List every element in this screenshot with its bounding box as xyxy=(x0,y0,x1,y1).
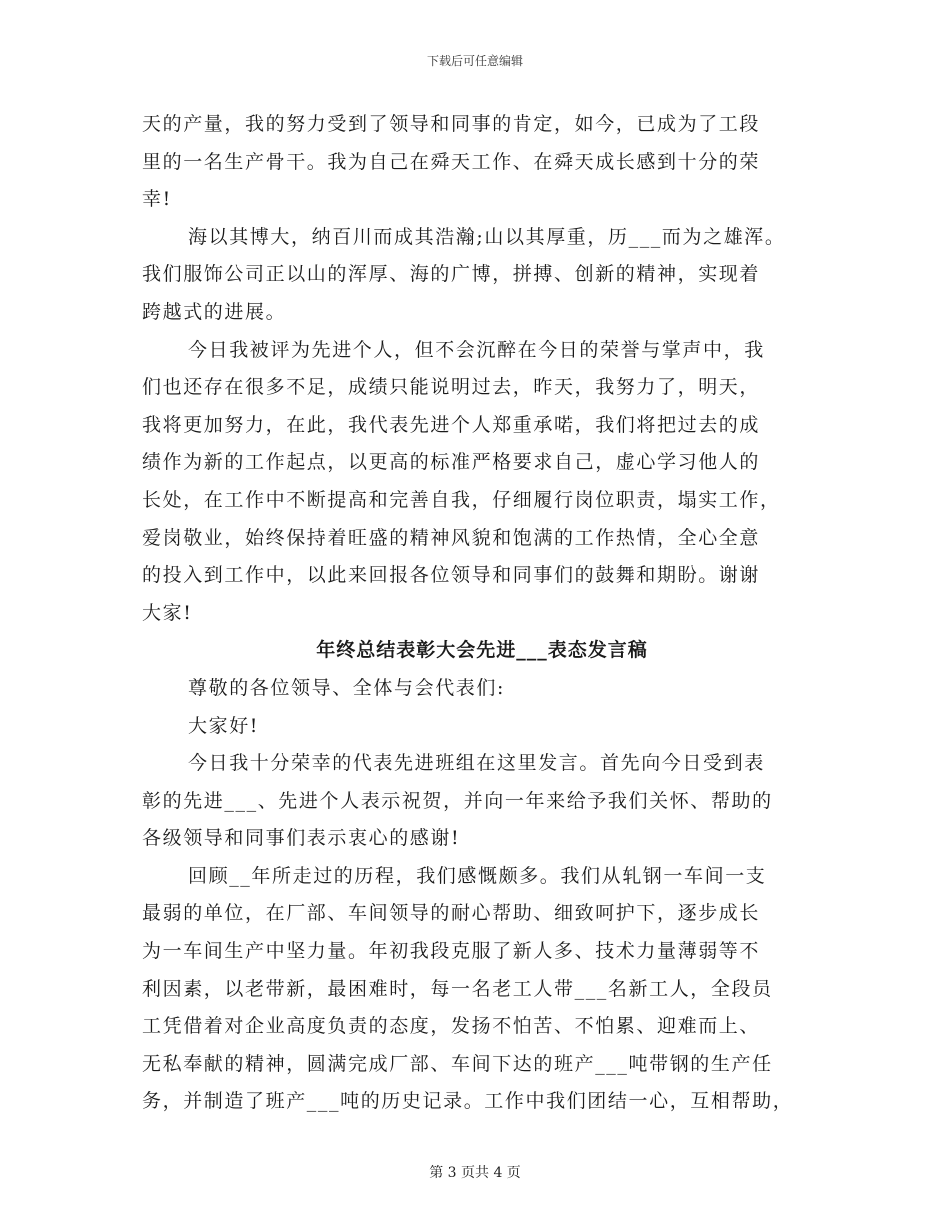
body-line-18: 今日我十分荣幸的代表先进班组在这里发言。首先向今日受到表 xyxy=(188,752,765,775)
document-body xyxy=(142,106,822,1121)
body-line-13: 的投入到工作中，以此来回报各位领导和同事们的鼓舞和期盼。谢谢 xyxy=(142,564,761,587)
body-line-22: 最弱的单位，在厂部、车间领导的耐心帮助、细致呵护下，逐步成长 xyxy=(142,902,761,925)
body-line-19: 彰的先进___、先进个人表示祝贺，并向一年来给予我们关怀、帮助的 xyxy=(142,789,773,812)
body-line-23: 为一车间生产中坚力量。年初我段克服了新人多、技术力量薄弱等不 xyxy=(142,940,761,963)
body-line-10: 绩作为新的工作起点，以更高的标准严格要求自己，虚心学习他人的 xyxy=(142,451,761,474)
body-line-9: 我将更加努力，在此，我代表先进个人郑重承喏，我们将把过去的成 xyxy=(142,413,761,436)
body-line-4: 海以其博大，纳百川而成其浩瀚;山以其厚重，历___而为之雄浑。 xyxy=(188,225,786,248)
body-line-16: 尊敬的各位领导、全体与会代表们: xyxy=(188,676,506,699)
body-line-12: 爱岗敬业，始终保持着旺盛的精神风貌和饱满的工作热情，全心全意 xyxy=(142,526,761,549)
body-line-27: 务，并制造了班产___吨的历史记录。工作中我们团结一心，互相帮助， xyxy=(142,1090,794,1113)
section-title: 年终总结表彰大会先进___表态发言稿 xyxy=(316,639,648,662)
body-line-21: 回顾__年所走过的历程，我们感慨颇多。我们从轧钢一车间一支 xyxy=(188,864,767,887)
body-line-2: 里的一名生产骨干。我为自己在舜天工作、在舜天成长感到十分的荣 xyxy=(142,150,761,173)
body-line-26: 无私奉献的精神，圆满完成厂部、车间下达的班产___吨带钢的生产任 xyxy=(142,1052,773,1075)
body-line-3: 幸! xyxy=(142,188,172,211)
body-line-24: 利因素，以老带新，最困难时，每一名老工人带___名新工人，全段员 xyxy=(142,977,773,1000)
body-line-8: 们也还存在很多不足，成绩只能说明过去，昨天，我努力了，明天， xyxy=(142,376,761,399)
body-line-11: 长处，在工作中不断提高和完善自我，仔细履行岗位职责，塌实工作， xyxy=(142,488,781,511)
body-line-14: 大家! xyxy=(142,601,193,624)
body-line-20: 各级领导和同事们表示衷心的感谢! xyxy=(142,827,461,850)
body-line-17: 大家好! xyxy=(188,714,260,737)
body-line-5: 我们服饰公司正以山的浑厚、海的广博，拼搏、创新的精神，实现着 xyxy=(142,263,761,286)
page-footer: 第 3 页共 4 页 xyxy=(429,1165,521,1181)
body-line-6: 跨越式的进展。 xyxy=(142,300,287,323)
body-line-25: 工凭借着对企业高度负责的态度，发扬不怕苦、不怕累、迎难而上、 xyxy=(142,1015,761,1038)
page-header: 下载后可任意编辑 xyxy=(426,54,523,68)
body-line-7: 今日我被评为先进个人，但不会沉醉在今日的荣誉与掌声中，我 xyxy=(188,338,765,361)
body-line-1: 天的产量，我的努力受到了领导和同事的肯定，如今，已成为了工段 xyxy=(142,113,761,135)
